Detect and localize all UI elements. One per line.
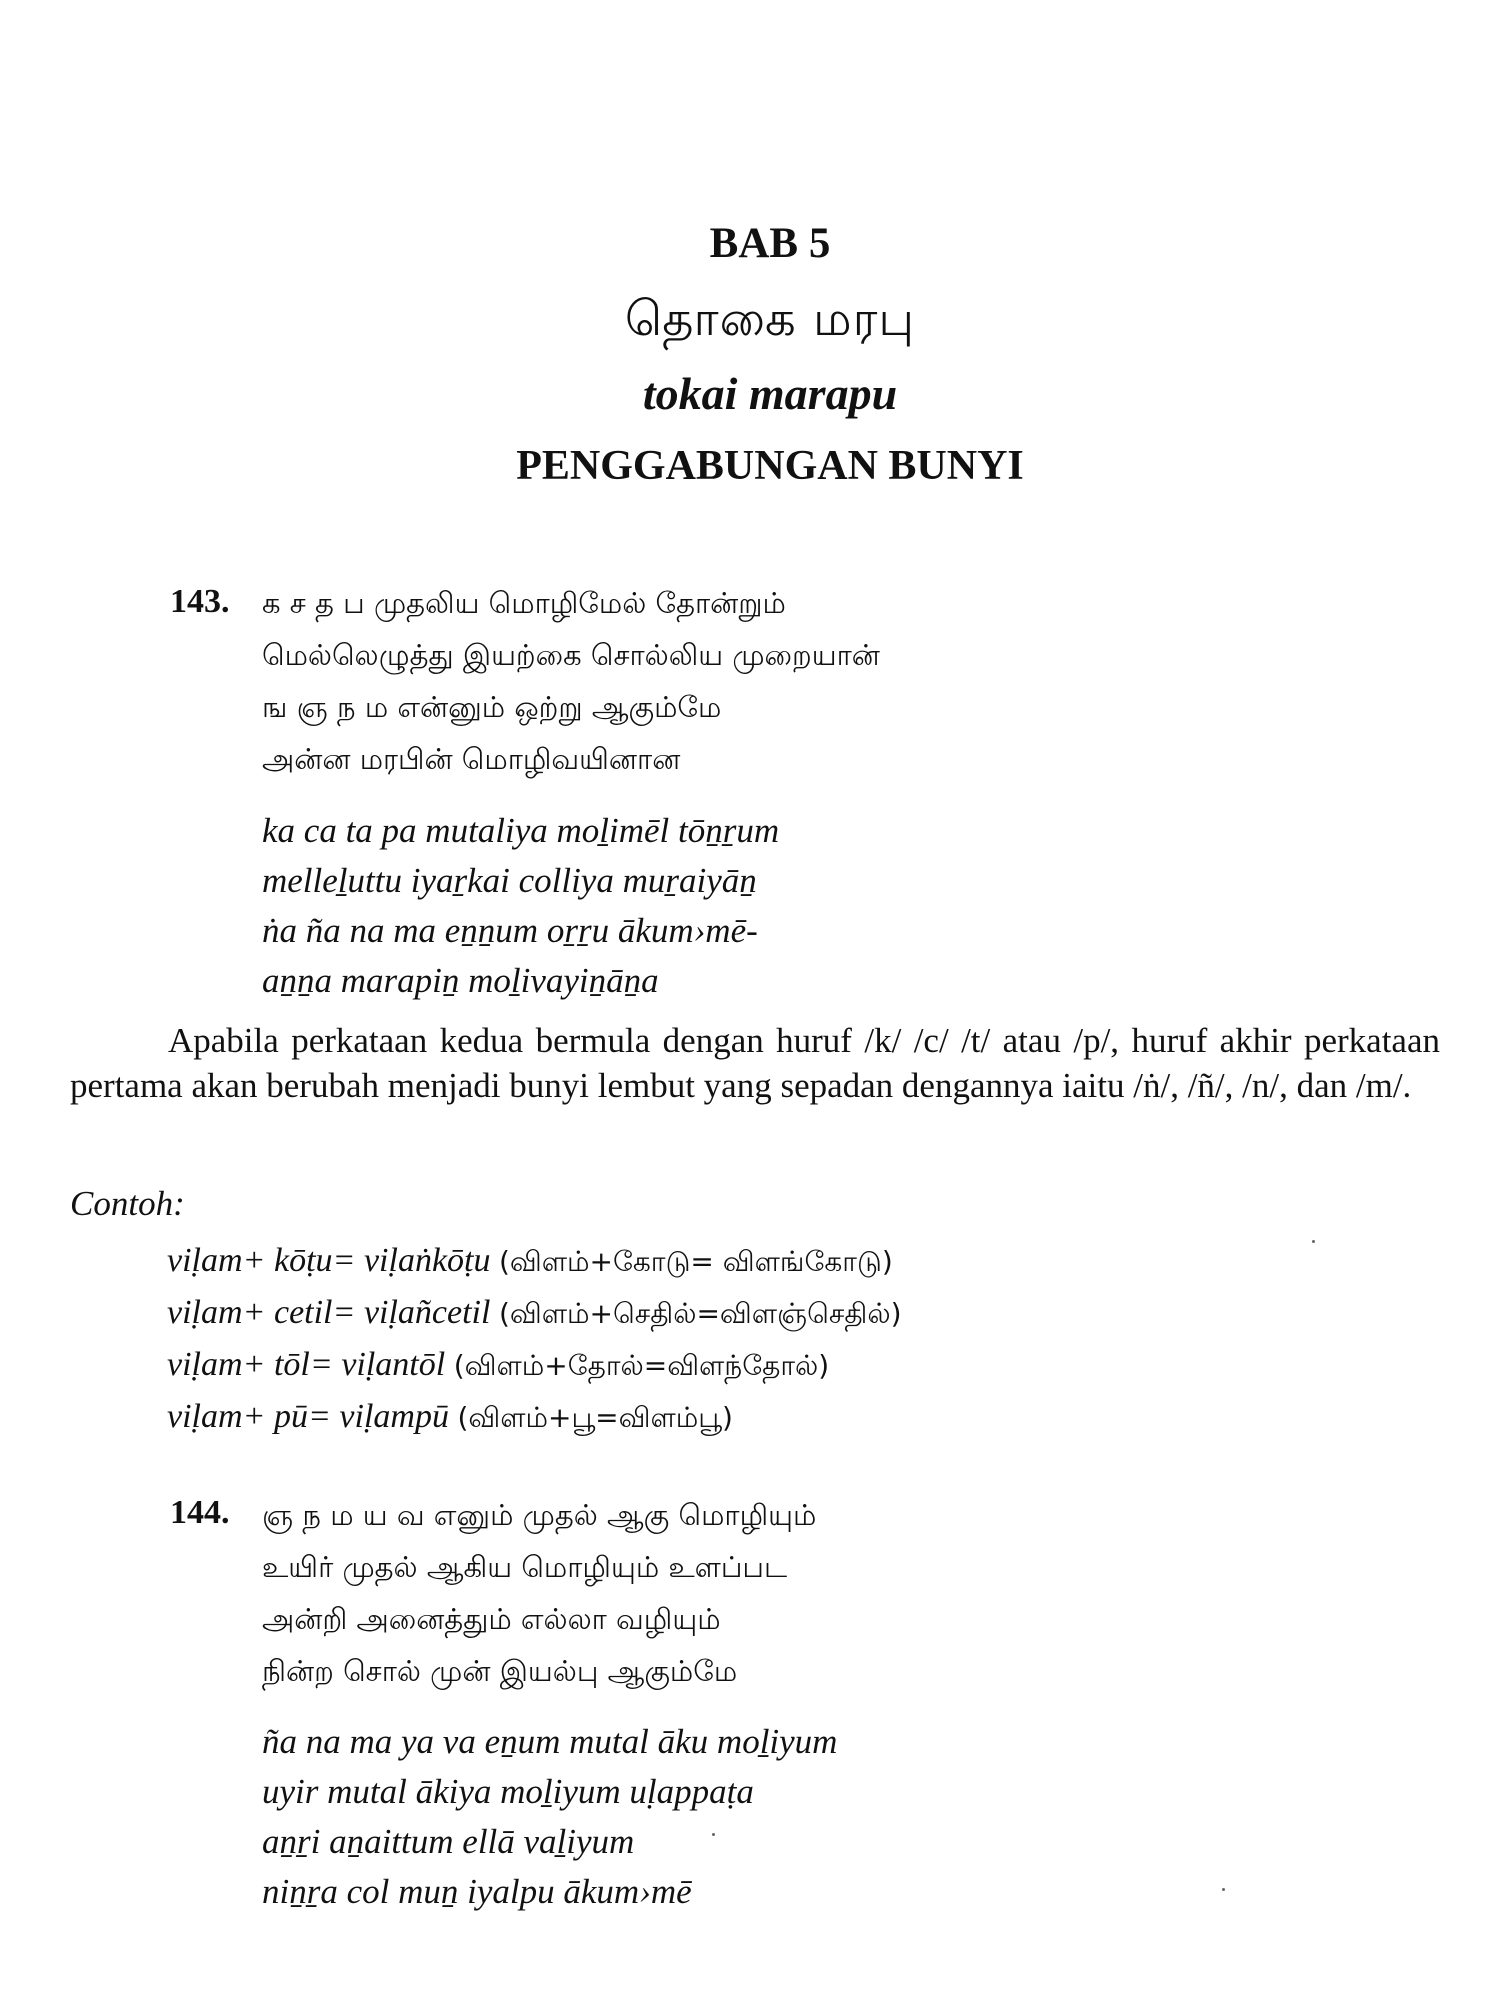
example-translit: viḷam+ cetil= viḷañcetil [167, 1294, 491, 1331]
verse-number-144: 144. [170, 1494, 230, 1531]
verse-144-transliteration [262, 1717, 837, 1917]
verse-144-tamil [262, 1489, 816, 1697]
verse-143-translit-line-2: melleḻuttu iyaṟkai colliya muṟaiyāṉ [262, 861, 757, 900]
verse-144-tamil-line-3: அன்றி அனைத்தும் எல்லா வழியும் [262, 1602, 721, 1636]
verse-144-tamil-line-1: ஞ ந ம ய வ எனும் முதல் ஆகு மொழியும் [262, 1498, 817, 1532]
verse-143-translit-line-1: ka ca ta pa mutaliya moḻimēl tōṉṟum [262, 811, 780, 850]
example-item [167, 1235, 902, 1287]
verse-143-tamil-line-4: அன்ன மரபின் மொழிவயினான [262, 742, 681, 776]
example-translit: viḷam+ tōl= viḷantōl [167, 1346, 446, 1383]
example-item [167, 1287, 902, 1339]
malay-title: PENGGABUNGAN BUNYI [516, 443, 1024, 489]
example-tamil: (விளம்+கோடு= விளங்கோடு) [498, 1245, 893, 1278]
chapter-heading: BAB 5 [709, 220, 831, 267]
example-item [167, 1391, 902, 1443]
example-tamil: (விளம்+செதில்=விளஞ்செதில்) [498, 1297, 902, 1330]
verse-144-translit-line-4: niṉṟa col muṉ iyalpu ākum›mē [262, 1872, 692, 1911]
verse-143-tamil-line-3: ங ஞ ந ம என்னும் ஒற்று ஆகும்மே [262, 690, 722, 724]
example-translit: viḷam+ pū= viḷampū [167, 1398, 449, 1435]
transliterated-title: tokai marapu [642, 368, 898, 419]
verse-143-tamil-line-2: மெல்லெழுத்து இயற்கை சொல்லிய முறையான் [262, 638, 880, 672]
explanation-paragraph: Apabila perkataan kedua bermula dengan huruf /k/ /c/ /t/ atau /p/, huruf akhir perkataan pertama akan berubah menjadi bunyi lembut yang sepadan dengannya iaitu /ṅ/, /ñ/, /n/, dan /m/. [70, 1021, 1440, 1105]
verse-144-translit-line-1: ña na ma ya va eṉum mutal āku moḻiyum [262, 1722, 838, 1761]
scan-speck [1312, 1240, 1315, 1243]
verse-144-translit-line-3: aṉṟi aṉaittum ellā vaḻiyum [262, 1822, 635, 1861]
examples-label: Contoh: [70, 1184, 185, 1223]
verse-143-tamil [262, 577, 880, 785]
verse-143-translit-line-4: aṉṉa marapiṉ moḻivayiṉāṉa [262, 961, 659, 1000]
verse-144-tamil-line-4: நின்ற சொல் முன் இயல்பு ஆகும்மே [262, 1654, 738, 1688]
verse-143-tamil-line-1: க ச த ப முதலிய மொழிமேல் தோன்றும் [262, 586, 786, 620]
example-tamil: (விளம்+தோல்=விளந்தோல்) [453, 1349, 830, 1382]
examples-list [167, 1235, 902, 1443]
tamil-title: தொகை மரபு [624, 291, 916, 347]
verse-143-translit-line-3: ṅa ña na ma eṉṉum oṟṟu ākum›mē- [262, 911, 758, 950]
verse-number-143: 143. [170, 583, 230, 620]
verse-144-translit-line-2: uyir mutal ākiya moḻiyum uḷappaṭa [262, 1772, 754, 1811]
verse-144-tamil-line-2: உயிர் முதல் ஆகிய மொழியும் உளப்பட [262, 1550, 788, 1584]
example-item [167, 1339, 902, 1391]
verse-143-transliteration [262, 806, 779, 1006]
scan-speck [712, 1833, 715, 1836]
example-translit: viḷam+ kōṭu= viḷaṅkōṭu [167, 1242, 491, 1279]
example-tamil: (விளம்+பூ=விளம்பூ) [457, 1401, 733, 1434]
scan-speck [1222, 1888, 1225, 1891]
